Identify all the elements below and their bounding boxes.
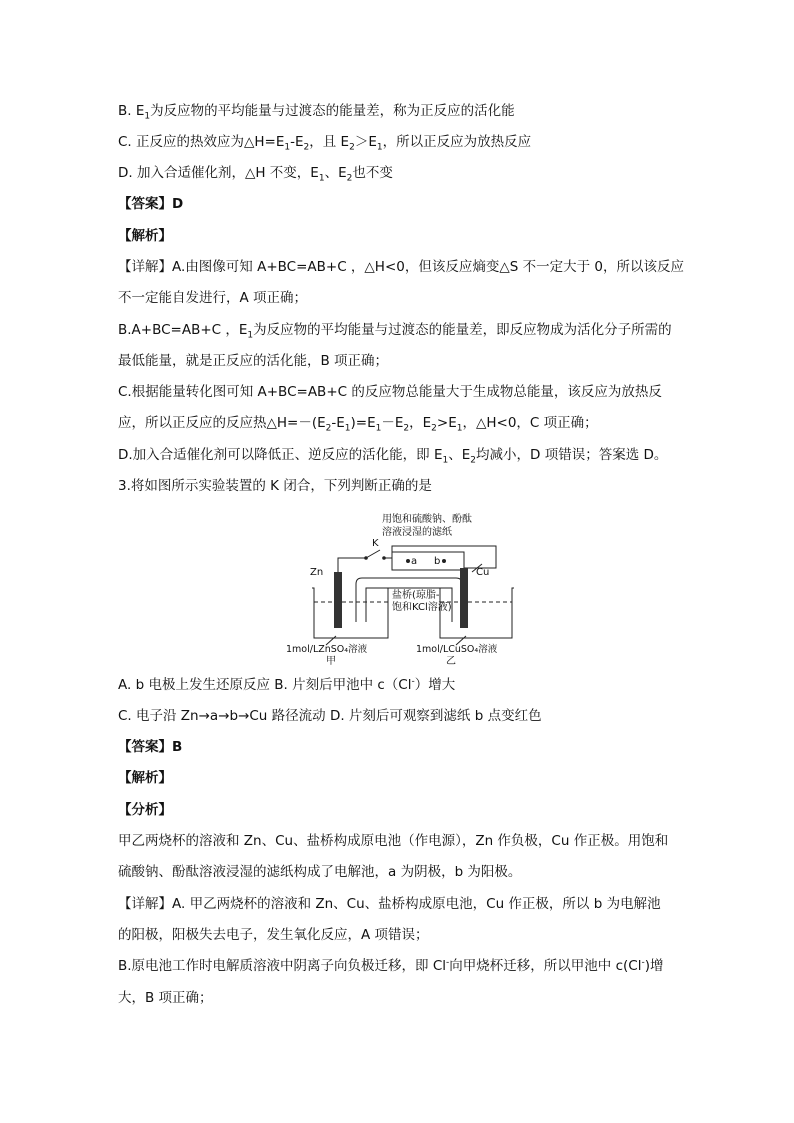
analysis-heading-1: 【解析】 bbox=[118, 228, 172, 244]
filter-paper bbox=[392, 552, 464, 570]
zn-electrode bbox=[334, 572, 342, 628]
q3-detail-a-2: 的阳极，阳极失去电子，发生氧化反应，A 项错误； bbox=[118, 927, 429, 943]
point-b-label: b bbox=[434, 556, 441, 567]
switch-k-blade bbox=[366, 550, 380, 558]
question-3-stem: 3.将如图所示实验装置的 K 闭合，下列判断正确的是 bbox=[118, 478, 432, 494]
option-d-line: D. 加入合适催化剂，△H 不变，$E_1$、$E_2$也不变 bbox=[118, 165, 393, 184]
detail-c-line-2: 应，所以正反应的反应热$\triangle H=-(E_2-E_1)=E_1-E_2$，$E_2>E_1$，△H<0，C 项正确； bbox=[118, 415, 598, 434]
detail-b-line-2: 最低能量，就是正反应的活化能，B 项正确； bbox=[118, 353, 389, 369]
beaker-left bbox=[312, 588, 388, 638]
analysis-line-1: 甲乙两烧杯的溶液和 Zn、Cu、盐桥构成原电池（作电源），Zn 作负极，Cu 作正极。用饱和 bbox=[118, 833, 669, 849]
wire-left bbox=[338, 558, 366, 572]
detail-d-line: D.加入合适催化剂可以降低正、逆反应的活化能，即 $E_1$、$E_2$均减小，D 项错误；答案选 D。 bbox=[118, 447, 668, 466]
analysis-line-2: 硫酸钠、酚酞溶液浸湿的滤纸构成了电解池，a 为阴极，b 为阳极。 bbox=[118, 864, 522, 880]
right-solution-label: 1mol/LCuSO₄溶液 bbox=[416, 644, 498, 655]
detail-a-line: 【详解】A.由图像可知 A+BC=AB+C ，△H<0，但该反应熵变△S 不一定大于 0，所以该反应 bbox=[118, 259, 684, 275]
cu-label: Cu bbox=[476, 567, 490, 578]
paper-label-line2: 溶液浸湿的滤纸 bbox=[382, 527, 452, 538]
analysis-heading-3: 【解析】 bbox=[118, 770, 172, 786]
beaker-right bbox=[440, 588, 514, 638]
analysis-subheading: 【分析】 bbox=[118, 802, 172, 818]
paper-label-line1: 用饱和硫酸钠、酚酞 bbox=[382, 514, 472, 525]
q3-options-ab: A. b 电极上发生还原反应 B. 片刻后甲池中 c（Cl-）增大 bbox=[118, 676, 456, 693]
option-b-line: B. $E_1$为反应物的平均能量与过渡态的能量差，称为正反应的活化能 bbox=[118, 103, 515, 122]
zn-label: Zn bbox=[310, 567, 324, 578]
detail-b-line: B.A+BC=AB+C ，$E_1$为反应物的平均能量与过渡态的能量差，即反应物成为活化分子所需的 bbox=[118, 322, 672, 341]
point-a-dot bbox=[407, 560, 410, 563]
point-a-label: a bbox=[411, 556, 418, 567]
left-solution-label: 1mol/LZnSO₄溶液 bbox=[286, 644, 368, 655]
q3-detail-b: B.原电池工作时电解质溶液中阴离子向负极迁移，即 Cl-向甲烧杯迁移，所以甲池中 c(Cl-)增 bbox=[118, 957, 664, 974]
salt-bridge-label-1: 盐桥(琼脂- bbox=[392, 590, 440, 601]
galvanic-cell-diagram bbox=[286, 512, 536, 668]
answer-1: 【答案】D bbox=[118, 196, 184, 212]
q3-detail-a: 【详解】A. 甲乙两烧杯的溶液和 Zn、Cu、盐桥构成原电池，Cu 作正极，所以 b 为电解池 bbox=[118, 896, 661, 912]
q3-detail-b-2: 大，B 项正确； bbox=[118, 990, 213, 1006]
switch-label: K bbox=[372, 538, 379, 549]
right-beaker-name: 乙 bbox=[446, 656, 456, 667]
point-b-dot bbox=[443, 560, 446, 563]
detail-c-line: C.根据能量转化图可知 A+BC=AB+C 的反应物总能量大于生成物总能量，该反应为放热反 bbox=[118, 384, 662, 400]
cu-electrode bbox=[460, 568, 468, 628]
salt-bridge-label-2: 饱和KCl溶液) bbox=[392, 602, 452, 613]
q3-options-cd: C. 电子沿 Zn→a→b→Cu 路径流动 D. 片刻后可观察到滤纸 b 点变红色 bbox=[118, 708, 542, 724]
option-c-line: C. 正反应的热效应为$\triangle H=E_1-E_2$，且 $E_2>E_1$，所以正反应为放热反应 bbox=[118, 134, 532, 153]
answer-3: 【答案】B bbox=[118, 739, 183, 755]
detail-a-line-2: 不一定能自发进行，A 项正确； bbox=[118, 290, 308, 306]
left-beaker-name: 甲 bbox=[326, 656, 336, 667]
